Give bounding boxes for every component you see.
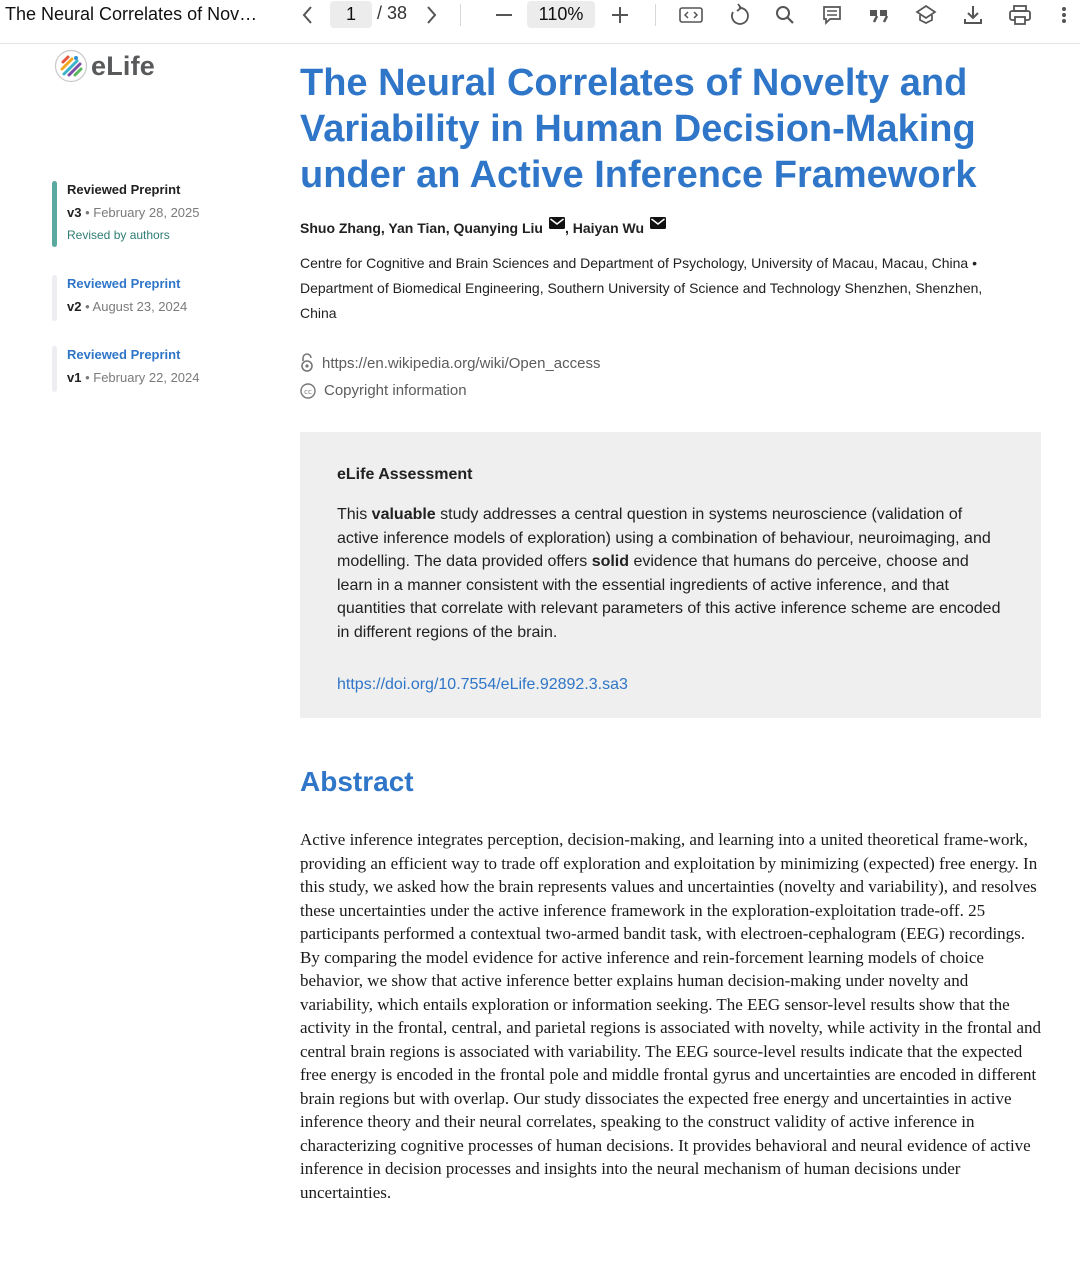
mail-icon[interactable]	[650, 217, 666, 229]
elife-assessment-box	[300, 432, 1041, 718]
version-title[interactable]: Reviewed Preprint	[67, 276, 181, 291]
open-access-icon	[300, 353, 314, 373]
zoom-level-input[interactable]: 110%	[527, 1, 595, 28]
comment-icon	[821, 4, 843, 26]
more-vertical-icon	[1061, 5, 1067, 25]
affiliations: Centre for Cognitive and Brain Sciences and Department of Psychology, University of Macau, Macau, China • Department of Biomedical Engineering, Southern University of Science and Technology Shenzhen, Shenzhen, China	[300, 255, 983, 321]
abstract-heading: Abstract	[300, 766, 414, 797]
copyright-label[interactable]: Copyright information	[324, 382, 467, 399]
quote-button[interactable]	[867, 0, 891, 30]
rotate-icon	[727, 2, 751, 28]
paper-title: The Neural Correlates of Novelty and Variability in Human Decision-Making under an Active Inference Framework	[300, 62, 977, 196]
elife-logo-mark-icon	[54, 49, 88, 83]
highlight-button[interactable]	[914, 0, 938, 30]
more-options-button[interactable]	[1056, 0, 1072, 30]
chevron-right-icon	[424, 5, 438, 25]
toolbar-divider	[655, 4, 656, 26]
download-icon	[962, 4, 984, 26]
logo-wordmark: eLife	[91, 50, 156, 81]
version-meta: v3 • February 28, 2025	[67, 205, 200, 220]
version-bar	[52, 275, 57, 321]
version-item-v1[interactable]	[52, 346, 200, 387]
assessment-text: This valuable study addresses a central question in systems neuroscience (validation of active inference models of exploration) using a combination of behaviour, neuroimaging, and modelling. The data provided offers solid evidence that humans do perceive, choose and learn in a manner consistent with the essential ingredients of active inference, and that quantities that correlate with relevant parameters of this active inference scheme are encoded in different regions of the brain.	[337, 506, 1001, 641]
zoom-out-button[interactable]	[492, 0, 516, 30]
toolbar-divider	[460, 4, 461, 26]
quote-icon	[868, 5, 890, 25]
print-button[interactable]	[1007, 0, 1033, 30]
open-access-url[interactable]: https://en.wikipedia.org/wiki/Open_access	[322, 354, 601, 372]
mail-icon[interactable]	[549, 217, 565, 229]
author-list	[300, 220, 666, 236]
download-button[interactable]	[961, 0, 985, 30]
document-title: The Neural Correlates of Nov…	[5, 4, 258, 24]
version-bar	[52, 346, 57, 392]
assessment-title: eLife Assessment	[337, 466, 473, 483]
version-title: Reviewed Preprint	[67, 182, 181, 197]
previous-page-button[interactable]	[297, 0, 319, 30]
version-active-bar	[52, 181, 57, 247]
version-note: Revised by authors	[67, 228, 170, 242]
version-meta: v1 • February 22, 2024	[67, 370, 200, 385]
minus-icon	[494, 5, 514, 25]
rotate-button[interactable]	[726, 0, 752, 30]
copyright-link[interactable]	[300, 382, 467, 399]
version-item-v3[interactable]	[52, 181, 200, 243]
version-meta: v2 • August 23, 2024	[67, 299, 188, 314]
assessment-doi-link[interactable]: https://doi.org/10.7554/eLife.92892.3.sa3	[337, 676, 628, 693]
highlight-icon	[915, 4, 937, 26]
comment-button[interactable]	[820, 0, 844, 30]
copyright-icon	[300, 383, 316, 399]
abstract-text: Active inference integrates perception, decision-making, and learning into a united theoretical frame-work, providing an efficient way to trade off exploration and exploitation by minimizing (expected) free energy. In this study, we asked how the brain represents values and uncertainties (novelty and variability), and resolves these uncertainties under the active inference framework in the exploration-exploitation trade-off. 25 participants performed a contextual two-armed bandit task, with electroen-cephalogram (EEG) recordings. By comparing the model evidence for active inference and rein-forcement learning models of choice behavior, we show that active inference better explains human decision-making under novelty and variability, which entails exploration or information seeking. The EEG sensor-level results show that the activity in the frontal, central, and parietal regions is associated with novelty, while activity in the frontal and central brain regions is associated with variability. The EEG source-level results indicate that the expected free energy is encoded in the frontal pole and middle frontal gyrus and uncertainties are encoded in different brain regions but with overlap. Our study dissociates the expected free energy and uncertainties in active inference theory and their neural correlates, speaking to the construct validity of active inference in characterizing cognitive processes of human decisions. It provides behavioral and neural evidence of active inference in decision processes and insights into the neural mechanism of human decisions under uncertainties.	[300, 830, 1042, 1202]
version-title[interactable]: Reviewed Preprint	[67, 347, 181, 362]
search-button[interactable]	[773, 0, 797, 30]
chevron-left-icon	[301, 5, 315, 25]
authors-text: , Haiyan Wu	[564, 220, 645, 236]
fit-page-button[interactable]	[677, 0, 705, 30]
plus-icon	[610, 5, 630, 25]
open-access-link[interactable]	[300, 353, 600, 373]
zoom-in-button[interactable]	[608, 0, 632, 30]
fit-page-icon	[678, 5, 704, 25]
pdf-toolbar	[0, 0, 1080, 44]
print-icon	[1008, 4, 1032, 26]
elife-logo[interactable]	[54, 49, 155, 83]
svg-text:cc: cc	[304, 387, 312, 396]
page-number-input[interactable]: 1	[330, 1, 372, 28]
page-total: / 38	[377, 3, 408, 23]
version-item-v2[interactable]	[52, 275, 187, 316]
authors-text: Shuo Zhang, Yan Tian, Quanying Liu	[300, 220, 543, 236]
search-icon	[774, 4, 796, 26]
next-page-button[interactable]	[420, 0, 442, 30]
